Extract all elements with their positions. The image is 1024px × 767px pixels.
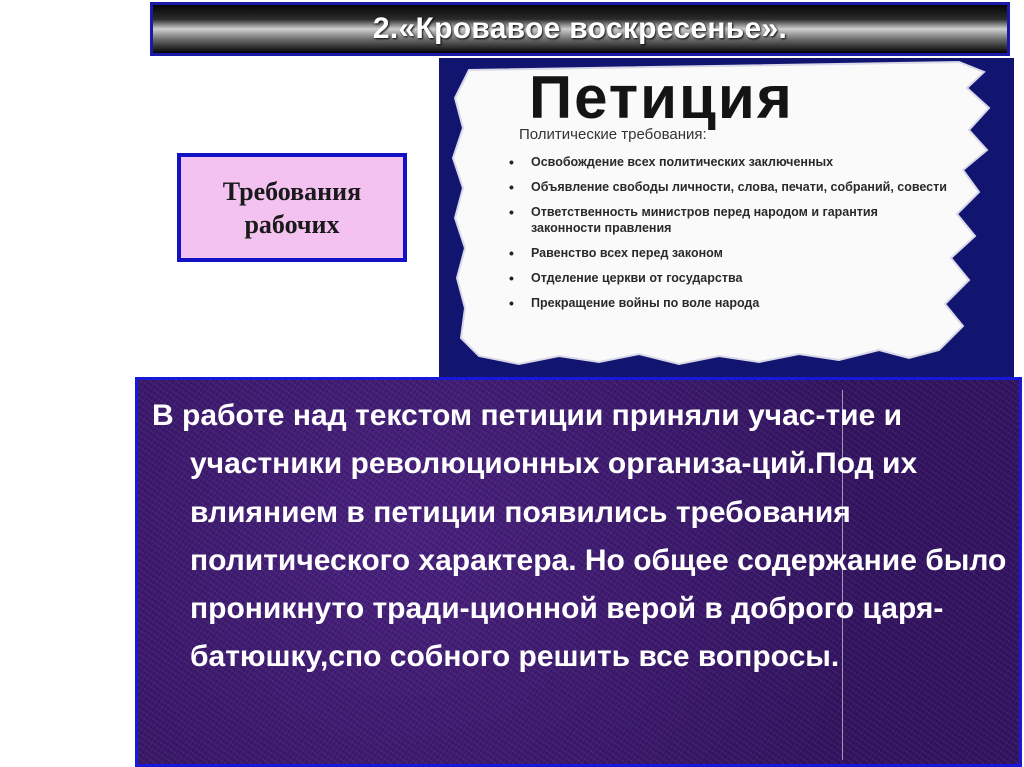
- petition-heading: Петиция: [529, 64, 794, 131]
- petition-image: [439, 58, 1014, 380]
- demands-label-line2: рабочих: [244, 209, 340, 239]
- list-item: • Прекращение войны по воле народа: [507, 295, 947, 311]
- petition-subheading: Политические требования:: [519, 126, 707, 143]
- list-item: • Равенство всех перед законом: [507, 245, 947, 261]
- list-item: • Отделение церкви от государства: [507, 270, 947, 286]
- main-text-box: [135, 377, 1022, 767]
- list-item: • Ответственность министров перед народом и гарантия законности правления: [507, 204, 947, 236]
- slide-title-bar: [150, 2, 1010, 56]
- list-item: • Освобождение всех политических заключенных: [507, 154, 947, 170]
- demands-label-line1: Требования: [222, 176, 362, 206]
- petition-list: [507, 154, 947, 320]
- main-paragraph: В работе над текстом петиции приняли учас-тие и участники революционных организа-ций.Под их влиянием в петиции появились требования политического характера. Но общее содержание было проникнуто тради-ционной верой в доброго царя-батюшку,спо собного решить все вопросы.: [152, 399, 1007, 674]
- list-item: • Объявление свободы личности, слова, печати, собраний, совести: [507, 179, 947, 195]
- slide-title: 2.«Кровавое воскресенье».: [372, 12, 788, 45]
- workers-demands-box: [177, 153, 407, 262]
